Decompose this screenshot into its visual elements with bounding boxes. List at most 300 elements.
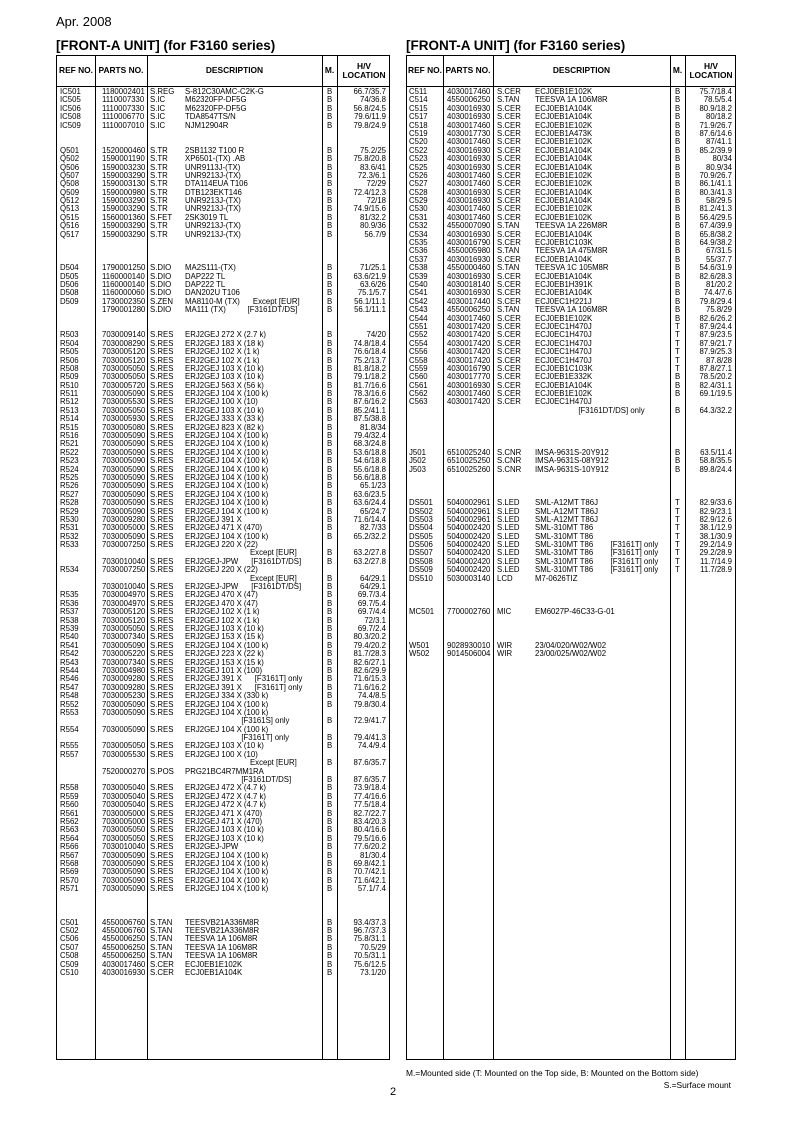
cell-mount-side: B [327,783,333,793]
cell-ref-no: R505 [60,347,79,357]
cell-description: IMSA-9631S-10Y912 [535,464,609,474]
cell-parts-no: 1590003290 [102,229,146,239]
cell-part-type: S.RES [150,397,174,407]
cell-description: ERJ2GEJ 103 X (10 k) [185,741,264,751]
cell-mount-side: T [675,338,680,348]
cell-ref-no: C540 [409,279,428,289]
cell-part-type: S.CER [497,170,521,180]
cell-ref-no: C531 [409,212,428,222]
cell-part-type: S.CER [497,162,521,172]
cell-ref-no: C528 [409,187,428,197]
cell-mount-side: T [675,355,680,365]
cell-parts-no: 1790001280 [102,305,146,315]
cell-mount-side: B [327,120,333,130]
cell-parts-no: 5040002420 [447,565,491,575]
cell-part-type: S.TAN [150,934,173,944]
cell-parts-no: 4030016930 [447,229,491,239]
cell-description: ECJ0EC1H470J [535,321,592,331]
cell-ref-no: IC505 [60,95,81,105]
cell-ref-no: C537 [409,254,428,264]
cell-description: ERJ2GEJ 470 X (47) [185,598,258,608]
cell-description: ERJ2GEJ 104 X (100 k) [185,699,269,709]
cell-parts-no: 1590000980 [102,187,146,197]
cell-mount-side: B [327,674,333,684]
cell-location: 56.6/18.8 [353,472,386,482]
cell-description: DAP222 TL [185,279,226,289]
cell-parts-no: 7030007340 [102,632,146,642]
cell-location: 82.9/33.6 [699,498,732,508]
cell-part-type: S.CER [497,389,521,399]
cell-description: ERJ2GEJ-JPW [F3161DT/DS] [185,556,302,566]
cell-location: 72/3.1 [364,615,386,625]
cell-description: SML-310MT T86 [F3161T] only [535,556,659,566]
cell-part-type: S.RES [150,825,174,835]
cell-location: 87.9/24.4 [699,321,732,331]
cell-part-type: S.RES [150,531,174,541]
cell-description: ECJ0EB1E102K [535,170,593,180]
cell-description: TEESVA 1A 106M8R [535,305,608,315]
cell-mount-side: B [675,288,681,298]
table-row [57,231,389,239]
cell-location: 79.5/16.6 [353,833,386,843]
cell-location: 63.6/21.9 [353,271,386,281]
cell-ref-no: IC509 [60,120,81,130]
cell-description: Except [EUR] [185,548,297,558]
cell-location: 80.9/18.2 [699,103,732,113]
cell-ref-no: R541 [60,640,79,650]
cell-mount-side: B [327,649,333,659]
cell-mount-side: B [327,640,333,650]
cell-ref-no: C541 [409,288,428,298]
cell-description: ERJ2GEJ 563 X (56 k) [185,380,264,390]
cell-parts-no: 1160000140 [102,279,145,289]
cell-parts-no: 1160000060 [102,288,145,298]
cell-description: ECJ0EC1H470J [535,330,592,340]
cell-ref-no: C507 [60,942,79,952]
table-row [407,466,735,474]
cell-location: 87/41.1 [705,137,732,147]
cell-part-type: S.DIO [150,305,172,315]
cell-description: ERJ2GEJ 472 X (4.7 k) [185,783,267,793]
cell-location: 81.7/28.3 [353,649,386,659]
cell-part-type: S.DIO [150,279,172,289]
cell-ref-no: R528 [60,498,79,508]
cell-parts-no: 4030017460 [102,959,146,969]
cell-parts-no: 7030005090 [102,439,146,449]
cell-parts-no: 9028930010 [447,640,491,650]
cell-location: 82.6/27.1 [353,657,386,667]
cell-description: ERJ2GEJ 103 X (10 k) [185,363,264,373]
cell-ref-no: C506 [60,934,79,944]
cell-mount-side: B [327,414,333,424]
cell-ref-no: C562 [409,389,428,399]
cell-location: 69.7/5.4 [357,598,386,608]
header-mount: M. [324,65,335,76]
cell-description: ERJ2GEJ 104 X (100 k) [185,875,269,885]
cell-part-type: S.RES [150,741,174,751]
cell-description: SML-A12MT T86J [535,514,598,524]
header-location: H/V LOCATION [689,60,733,80]
cell-location: 64/29.1 [359,573,386,583]
cell-mount-side: B [327,632,333,642]
cell-location: 69.8/42.1 [353,858,386,868]
table-row [57,247,389,255]
cell-part-type: S.IC [150,103,166,113]
right-table-rows [407,88,735,659]
cell-ref-no: C559 [409,363,428,373]
cell-ref-no: R537 [60,607,79,617]
cell-parts-no: 4030017460 [447,212,491,222]
cell-description: ERJ2GEJ 104 X (100 k) [185,439,269,449]
cell-description: ERJ2GEJ 101 X (100) [185,665,263,675]
cell-mount-side: B [327,355,333,365]
cell-location: 11.7/14.9 [700,556,732,566]
cell-parts-no: 4030017420 [447,347,491,357]
cell-mount-side: B [675,313,681,323]
cell-mount-side: B [327,699,333,709]
cell-location: 63.6/26 [359,279,386,289]
cell-location: 77.6/20.2 [353,842,386,852]
cell-description: UNR9113J-(TX) [185,162,241,172]
cell-parts-no: 5040002420 [447,556,491,566]
table-row [407,583,735,591]
cell-mount-side: B [675,196,681,206]
cell-part-type: S.LED [497,565,520,575]
cell-location: 79.8/30.4 [353,699,386,709]
cell-description: ECJ0EB1C103K [535,238,593,248]
cell-location: 11.7/28.9 [700,565,732,575]
cell-ref-no: J503 [409,464,426,474]
cell-mount-side: B [675,162,681,172]
cell-location: 69.1/19.5 [699,389,732,399]
cell-part-type: S.RES [150,691,174,701]
cell-mount-side: B [675,103,681,113]
cell-ref-no: C563 [409,397,428,407]
cell-description: TDA8547TS/N [185,112,236,122]
cell-parts-no: 1110007330 [102,95,145,105]
cell-location: 75.2/13.7 [353,355,386,365]
cell-description: TEESVB21A336M8R [185,917,260,927]
cell-description: ECJ0EB1E102K [535,389,593,399]
cell-ref-no: C515 [409,103,428,113]
cell-ref-no: C543 [409,305,428,315]
cell-ref-no: R546 [60,674,79,684]
cell-mount-side: B [327,179,333,189]
cell-mount-side: B [675,229,681,239]
cell-location: 86.1/41.1 [699,179,732,189]
cell-part-type: S.RES [150,749,174,759]
cell-description: ERJ2GEJ 102 X (1 k) [185,355,260,365]
cell-parts-no: 7030004970 [102,590,146,600]
cell-mount-side: B [327,187,333,197]
table-row [407,482,735,490]
cell-part-type: S.TAN [150,917,173,927]
cell-description: UNR9213J-(TX) [185,204,241,214]
cell-mount-side: B [675,87,681,96]
cell-mount-side: B [675,204,681,214]
cell-description: ECJ0EB1E102K [185,959,243,969]
cell-description: ERJ2GEJ 391 X [185,514,242,524]
cell-ref-no: IC508 [60,112,81,122]
cell-location: 74.4/7.6 [703,288,732,298]
cell-ref-no: Q516 [60,221,80,231]
cell-mount-side: B [675,447,681,457]
cell-location: 29.2/28.9 [699,548,732,558]
cell-location: 82.6/28.3 [699,271,732,281]
cell-parts-no: 4550007090 [447,221,491,231]
cell-part-type: S.CER [497,212,521,222]
cell-ref-no: W501 [409,640,430,650]
cell-part-type: S.RES [150,674,174,684]
cell-mount-side: B [327,615,333,625]
cell-mount-side: B [327,842,333,852]
cell-part-type: S.CER [497,321,521,331]
cell-location: 77.5/18.4 [353,800,386,810]
cell-part-type: S.CNR [497,447,522,457]
table-row [407,415,735,423]
cell-parts-no: 5040002961 [447,498,491,508]
cell-mount-side: B [327,363,333,373]
cell-location: 58.8/35.5 [699,456,732,466]
cell-mount-side: B [327,816,333,826]
cell-ref-no: R515 [60,422,79,432]
cell-location: 70.7/42.1 [353,867,386,877]
cell-ref-no: C502 [60,926,79,936]
cell-parts-no: 7030005090 [102,640,146,650]
cell-part-type: S.RES [150,615,174,625]
cell-ref-no: D506 [60,279,79,289]
cell-ref-no: R557 [60,749,79,759]
cell-location: 83.6/41 [359,162,386,172]
cell-description: [F3161T] only [185,733,289,743]
right-parts-table [406,55,736,1060]
cell-part-type: S.CER [497,330,521,340]
cell-description: TEESVA 1A 106M8R [185,934,258,944]
cell-mount-side: B [327,926,333,936]
cell-parts-no: 1560001360 [102,212,146,222]
cell-location: 65.2/32.2 [353,531,386,541]
table-row [407,650,735,658]
cell-description: ECJ0EC1H470J [535,338,592,348]
cell-parts-no: 7030005050 [102,833,146,843]
cell-part-type: S.TR [150,170,168,180]
cell-location: 79.1/18.2 [353,372,386,382]
cell-description: ERJ2GEJ 103 X (10 k) [185,405,264,415]
cell-part-type: S.RES [150,330,174,340]
cell-ref-no: R527 [60,489,79,499]
cell-part-type: S.RES [150,363,174,373]
cell-mount-side: B [327,103,333,113]
cell-ref-no: DS505 [409,531,433,541]
cell-part-type: S.RES [150,380,174,390]
cell-part-type: S.RES [150,389,174,399]
cell-location: 82.9/12.6 [699,514,732,524]
cell-mount-side: B [327,858,333,868]
cell-mount-side: B [675,221,681,231]
cell-location: 71.9/26.7 [699,120,732,130]
cell-mount-side: T [675,565,680,575]
cell-mount-side: B [675,137,681,147]
cell-location: 63.6/24.4 [353,498,386,508]
cell-part-type: S.RES [150,632,174,642]
cell-part-type: S.CER [150,959,174,969]
cell-description: IMSA-9631S-20Y912 [535,447,609,457]
cell-mount-side: B [327,624,333,633]
cell-mount-side: B [327,447,333,457]
cell-parts-no: 1590003130 [102,179,146,189]
cell-mount-side: B [327,330,333,340]
cell-parts-no: 7030004980 [102,665,146,675]
cell-ref-no: C510 [60,968,79,978]
cell-description: ERJ2GEJ 471 X (470) [185,523,263,533]
cell-description: ECJ0EC1H221J [535,296,592,306]
cell-location: 72/18 [366,196,386,206]
cell-parts-no: 5040002961 [447,514,491,524]
cell-part-type: S.RES [150,489,174,499]
cell-description: ERJ2GEJ 104 X (100 k) [185,464,269,474]
cell-description: ERJ2GEJ 102 X (1 k) [185,347,260,357]
cell-description: ECJ0EB1E102K [535,87,593,96]
cell-mount-side: B [327,397,333,407]
cell-ref-no: C538 [409,263,428,273]
page-number: 2 [390,1086,397,1098]
cell-parts-no: 7030005050 [102,741,146,751]
cell-mount-side: B [327,514,333,524]
cell-part-type: S.CER [497,137,521,147]
cell-ref-no: Q512 [60,196,80,206]
cell-parts-no: 6510025250 [447,456,491,466]
cell-part-type: S.CER [497,363,521,373]
cell-description: ERJ2GEJ 103 X (10 k) [185,825,264,835]
cell-mount-side: B [675,389,681,399]
cell-description: ECJ0EB1A104K [535,154,593,164]
cell-location: 75.8/29 [705,305,732,315]
cell-part-type: S.TR [150,179,168,189]
cell-ref-no: D509 [60,296,79,306]
document-date: Apr. 2008 [56,14,112,29]
cell-description: SML-310MT T86 [535,523,594,533]
cell-description: ERJ2GEJ 103 X (10 k) [185,372,264,382]
cell-mount-side: B [675,271,681,281]
cell-parts-no: 7030005090 [102,464,146,474]
cell-part-type: S.LED [497,556,520,566]
cell-description: 23/00/025/W02/W02 [535,649,607,659]
cell-parts-no: 4030017420 [447,397,491,407]
cell-mount-side: B [327,422,333,432]
cell-ref-no: R560 [60,800,79,810]
cell-mount-side: B [327,372,333,382]
cell-location: 29.2/14.9 [699,540,732,550]
cell-description: ECJ0EB1A104K [535,196,593,206]
cell-ref-no: DS507 [409,548,433,558]
cell-part-type: WIR [497,640,513,650]
cell-parts-no: 7030005220 [102,649,146,659]
cell-ref-no: R521 [60,439,79,449]
cell-parts-no: 7030005090 [102,481,146,491]
cell-part-type: S.TR [150,204,168,214]
cell-parts-no: 7030007250 [102,540,146,550]
cell-mount-side: B [327,791,333,801]
cell-ref-no: C532 [409,221,428,231]
cell-parts-no: 7030004970 [102,598,146,608]
cell-mount-side: T [675,506,680,516]
cell-parts-no: 9014506004 [447,649,491,659]
cell-location: 72.4/12.3 [353,187,386,197]
cell-location: 54.6/18.8 [353,456,386,466]
cell-parts-no: 4030017460 [447,137,491,147]
cell-part-type: S.RES [150,867,174,877]
cell-ref-no: R531 [60,523,79,533]
right-table-title: [FRONT-A UNIT] (for F3160 series) [406,38,626,53]
cell-description: ERJ2GEJ 104 X (100 k) [185,858,269,868]
cell-description: ERJ2GEJ 104 X (100 k) [185,850,269,860]
cell-ref-no: R535 [60,590,79,600]
header-mount: M. [672,65,683,76]
table-row [57,306,389,314]
cell-parts-no: 7030005090 [102,850,146,860]
cell-parts-no: 7030007340 [102,657,146,667]
cell-ref-no: Q515 [60,212,80,222]
cell-parts-no: 7030005090 [102,431,146,441]
cell-description: SML-310MT T86 [F3161T] only [535,565,659,575]
cell-location: 79.8/24.9 [353,120,386,130]
cell-part-type: S.CER [150,968,174,978]
cell-description: ERJ2GEJ 823 X (82 k) [185,422,264,432]
cell-location: 79.8/29.4 [699,296,732,306]
cell-part-type: S.RES [150,607,174,617]
cell-part-type: S.RES [150,590,174,600]
cell-description: DTB123EKT146 [185,187,242,197]
cell-location: 87.8/27.1 [699,363,732,373]
cell-ref-no: C561 [409,380,428,390]
cell-parts-no: 4030017440 [447,296,491,306]
cell-description: Except [EUR] [185,758,297,768]
cell-ref-no: C511 [409,87,428,96]
cell-part-type: S.TR [150,229,168,239]
cell-part-type: S.CER [497,120,521,130]
cell-location: 72.3/6.1 [357,170,386,180]
cell-location: 53.6/18.8 [353,447,386,457]
cell-location: 71/25.1 [359,263,386,273]
cell-description: ERJ2GEJ 104 X (100 k) [185,456,269,466]
cell-ref-no: R568 [60,858,79,868]
cell-part-type: S.RES [150,682,174,692]
cell-mount-side: B [327,682,333,692]
cell-location: 87.6/16.2 [353,397,386,407]
cell-part-type: S.CER [497,229,521,239]
cell-location: 78.3/16.6 [353,389,386,399]
cell-mount-side: B [675,296,681,306]
cell-parts-no: 7030005090 [102,707,146,717]
cell-ref-no: R554 [60,724,79,734]
cell-description: ECJ0EB1E102K [535,120,593,130]
cell-ref-no: IC506 [60,103,81,113]
cell-parts-no: 7030009280 [102,682,146,692]
cell-mount-side: B [327,145,333,155]
cell-description: MA111 (TX) [F3161DT/DS] [185,305,298,315]
cell-parts-no: 7030005000 [102,808,146,818]
cell-location: 63.2/27.8 [353,548,386,558]
cell-location: 57.1/7.4 [357,884,386,894]
cell-description: XP6501-(TX) .AB [185,154,246,164]
cell-description: EM6027P-46C33-G-01 [535,607,615,617]
cell-part-type: S.IC [150,120,166,130]
cell-part-type: S.RES [150,833,174,843]
cell-location: 87.8/28 [705,355,732,365]
cell-part-type: S.RES [150,657,174,667]
cell-part-type: S.TAN [497,305,520,315]
cell-description: SML-310MT T86 [F3161T] only [535,540,659,550]
